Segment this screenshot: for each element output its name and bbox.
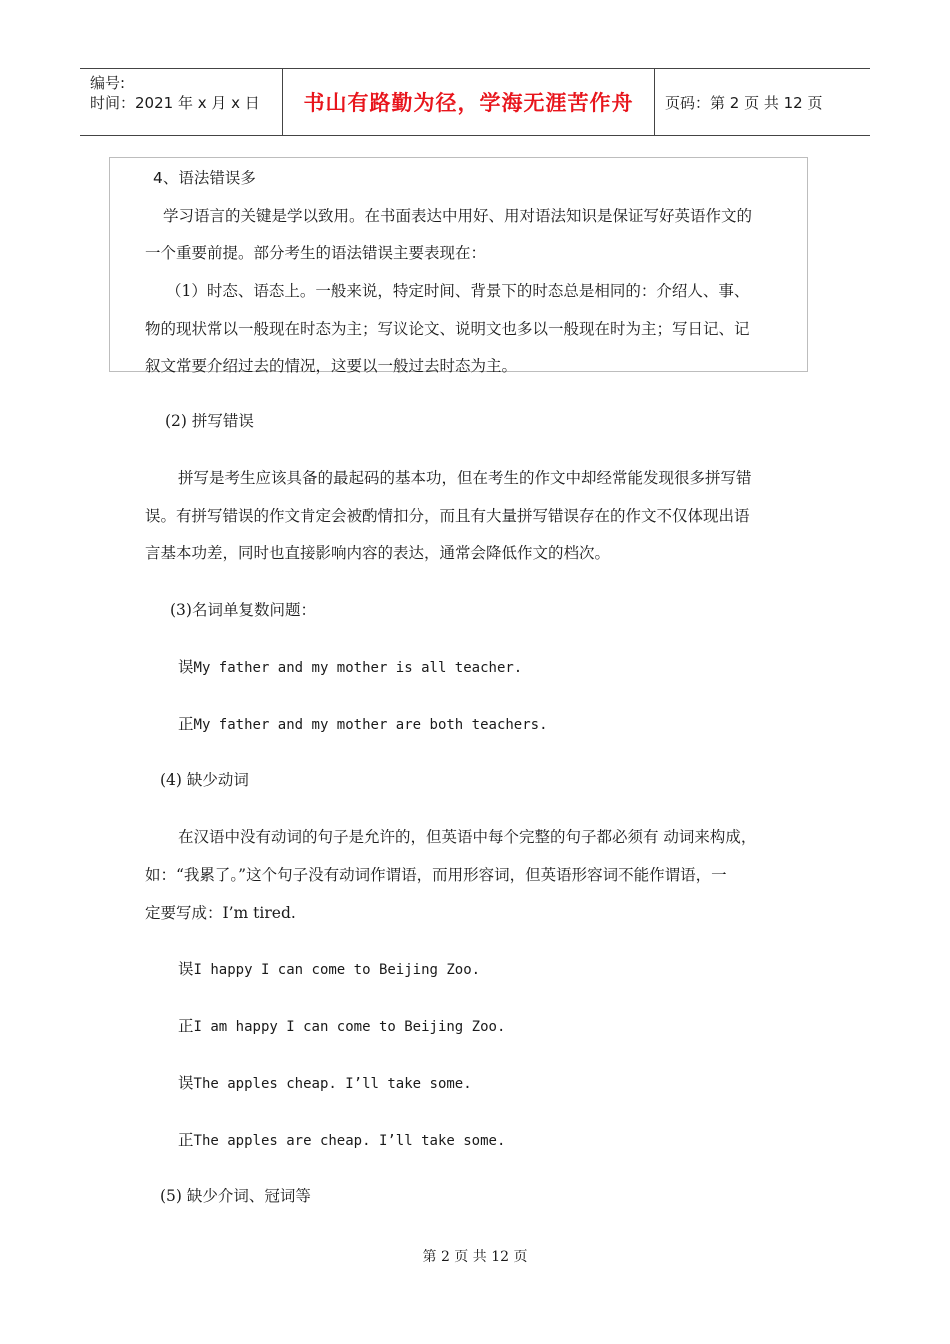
wrong-mark: 误 [178,1074,194,1092]
nouns-title: (3)名词单复数问题： [170,601,316,619]
wrong-mark: 误 [178,658,194,676]
example-text: The apples cheap. I’ll take some. [193,1076,472,1092]
right-mark: 正 [178,715,194,733]
spelling-line1: 拼写是考生应该具备的最起码的基本功，但在考生的作文中却经常能发现很多拼写错 [178,469,752,487]
spelling-line3: 言基本功差，同时也直接影响内容的表达，通常会降低作文的档次。 [145,544,611,562]
serial-label: 编号: [90,74,126,92]
header-motto-cell [282,69,655,135]
motto: 书山有路勤为径，学海无涯苦作舟 [303,91,634,115]
wrong-mark: 误 [178,960,194,978]
time-label: 时间：2021 年 x 月 x 日 [90,94,260,112]
header-meta [80,69,282,135]
section4-title: 4、语法错误多 [153,169,256,187]
tense-paragraph-line3: 叙文常要介绍过去的情况，这要以一般过去时态为主。 [145,357,518,375]
verbs-example-1 [178,957,480,979]
page-footer: 第 2 页 共 12 页 [422,1249,528,1265]
example-text: My father and my mother are both teachers. [193,717,548,733]
verbs-title: (4) 缺少动词 [160,771,249,789]
nouns-wrong-example [178,655,522,677]
tense-paragraph-line2: 物的现状常以一般现在时态为主；写议论文、说明文也多以一般现在时为主；写日记、记 [145,320,750,338]
header-page-cell [655,69,870,135]
verbs-line2: 如：“我累了。”这个句子没有动词作谓语，而用形容词，但英语形容词不能作谓语，一 [145,866,727,884]
nouns-right-example [178,712,548,734]
example-text: The apples are cheap. I’ll take some. [193,1133,506,1149]
verbs-example-2 [178,1014,505,1036]
page-label: 页码：第 2 页 共 12 页 [665,93,823,112]
tense-paragraph-line1: （1）时态、语态上。一般来说，特定时间、背景下的时态总是相同的：介绍人、事、 [166,282,750,300]
prepositions-title: (5) 缺少介词、冠词等 [160,1187,311,1205]
example-text: I happy I can come to Beijing Zoo. [193,962,481,978]
verbs-example-4 [178,1128,505,1150]
example-text: My father and my mother is all teacher. [193,660,523,676]
spelling-line2: 误。有拼写错误的作文肯定会被酌情扣分，而且有大量拼写错误存在的作文不仅体现出语 [145,507,750,525]
section4-intro-line1: 学习语言的关键是学以致用。在书面表达中用好、用对语法知识是保证写好英语作文的 [163,207,753,225]
page-header [80,68,870,136]
section4-box [109,157,808,372]
right-mark: 正 [178,1017,194,1035]
verbs-example-3 [178,1071,472,1093]
section4-intro-line2: 一个重要前提。部分考生的语法错误主要表现在： [145,244,487,262]
verbs-line3: 定要写成：I’m tired. [145,904,296,922]
example-text: I am happy I can come to Beijing Zoo. [193,1019,506,1035]
verbs-line1: 在汉语中没有动词的句子是允许的，但英语中每个完整的句子都必须有 动词来构成， [178,828,757,846]
right-mark: 正 [178,1131,194,1149]
spelling-title: (2) 拼写错误 [165,412,254,430]
